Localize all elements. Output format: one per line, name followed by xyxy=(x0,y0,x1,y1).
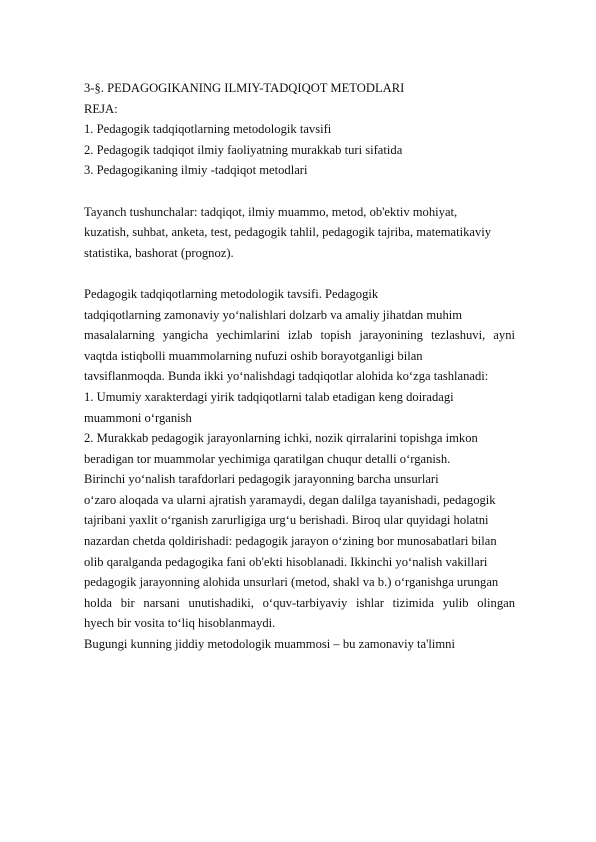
paragraph-line: o‘zaro aloqada va ularni ajratish yaramaydi, degan dalilga tayanishadi, pedagogik xyxy=(84,492,496,507)
paragraph-line: 1. Umumiy xarakterdagi yirik tadqiqotlarni talab etadigan keng doiradagi xyxy=(84,389,454,404)
paragraph-line: 2. Murakkab pedagogik jarayonlarning ichki, nozik qirralarini topishga imkon xyxy=(84,431,478,446)
paragraph-line: tavsiflanmoqda. Bunda ikki yo‘nalishdagi tadqiqotlar alohida ko‘zga tashlanadi: xyxy=(84,369,489,384)
plan-item: 2. Pedagogik tadqiqot ilmiy faoliyatning murakkab turi sifatida xyxy=(84,142,403,157)
paragraph-line: Bugungi kunning jiddiy metodologik muammosi – bu zamonaviy ta'limni xyxy=(84,637,455,652)
paragraph-line: pedagogik jarayonning alohida unsurlari (metod, shakl va b.) o‘rganishga urungan xyxy=(84,575,499,590)
plan-item: 3. Pedagogikaning ilmiy -tadqiqot metodlari xyxy=(84,163,308,178)
paragraph-line: masalalarning yangicha yechimlarini izlab topish jarayonining tezlashuvi, ayni xyxy=(84,328,515,343)
spacer xyxy=(84,263,515,284)
paragraph-line: holda bir narsani unutishadiki, o‘quv-tarbiyaviy ishlar tizimida yulib olingan xyxy=(84,595,515,610)
paragraph-line: Pedagogik tadqiqotlarning metodologik tavsifi. Pedagogik xyxy=(84,286,379,301)
paragraph-line: vaqtda istiqbolli muammolarning nufuzi oshib borayotganligi bilan xyxy=(84,348,423,363)
document-page xyxy=(84,78,515,655)
paragraph-line: olib qaralganda pedagogika fani ob'ekti hisoblanadi. Ikkinchi yo‘nalish vakillari xyxy=(84,554,488,569)
keywords-line: Tayanch tushunchalar: tadqiqot, ilmiy muammo, metod, ob'ektiv mohiyat, xyxy=(84,204,458,219)
paragraph-line: beradigan tor muammolar yechimiga qaratilgan chuqur detalli o‘rganish. xyxy=(84,451,451,466)
plan-item: 1. Pedagogik tadqiqotlarning metodologik tavsifi xyxy=(84,122,332,137)
plan-label: REJA: xyxy=(84,101,118,116)
spacer xyxy=(84,181,515,202)
section-title: 3-§. PEDAGOGIKANING ILMIY-TADQIQOT METODLARI xyxy=(84,81,405,95)
paragraph-line: muammoni o‘rganish xyxy=(84,410,192,425)
keywords-line: statistika, bashorat (prognoz). xyxy=(84,245,234,260)
paragraph-line: tajribani yaxlit o‘rganish zarurligiga urg‘u berishadi. Biroq ular quyidagi holatni xyxy=(84,513,489,528)
paragraph-line: hyech bir vosita to‘liq hisoblanmaydi. xyxy=(84,616,276,631)
paragraph-line: Birinchi yo‘nalish tarafdorlari pedagogik jarayonning barcha unsurlari xyxy=(84,472,439,487)
paragraph-line: tadqiqotlarning zamonaviy yo‘nalishlari dolzarb va amaliy jihatdan muhim xyxy=(84,307,463,322)
keywords-line: kuzatish, suhbat, anketa, test, pedagogik tahlil, pedagogik tajriba, matematikaviy xyxy=(84,225,492,240)
paragraph-line: nazardan chetda qoldirishadi: pedagogik jarayon o‘zining bor munosabatlari bilan xyxy=(84,534,497,549)
